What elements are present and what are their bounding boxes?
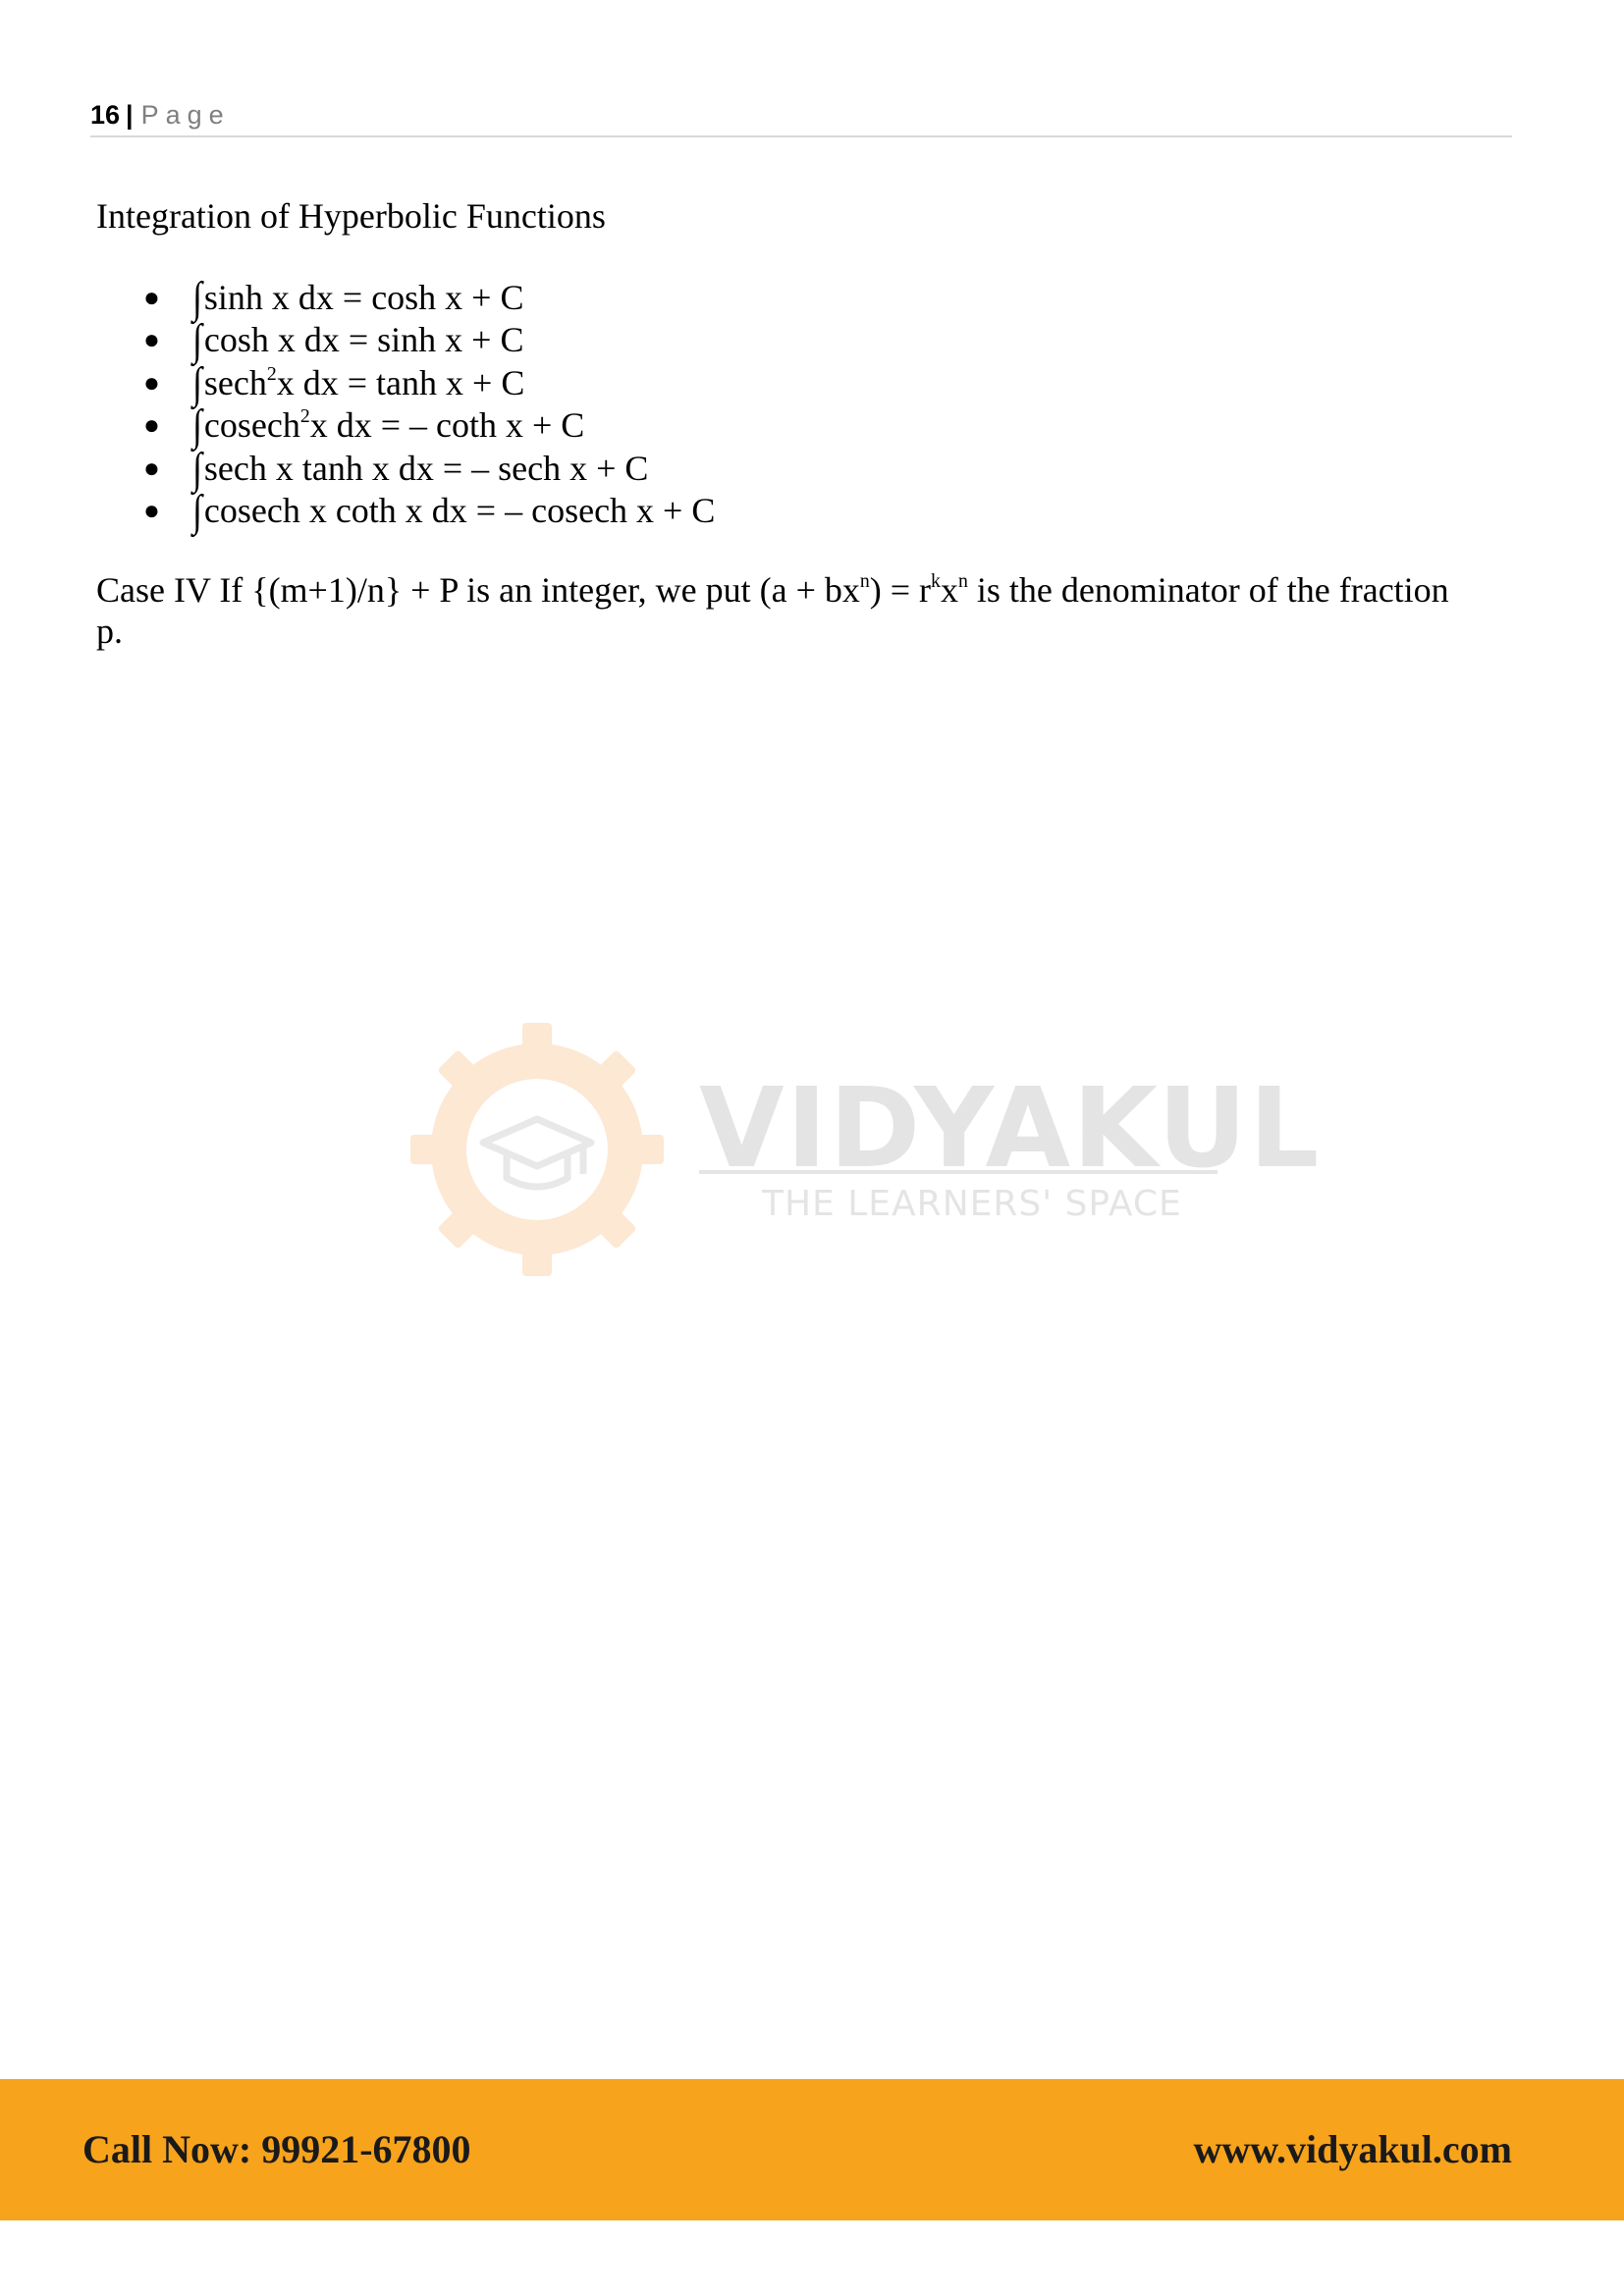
formula-item: ● ∫cosech x coth x dx = – cosech x + C	[143, 490, 715, 532]
bullet-icon: ●	[143, 410, 160, 442]
page-header	[90, 94, 1512, 137]
integral-sign: ∫	[192, 357, 202, 407]
integral-sign: ∫	[192, 272, 202, 322]
vidyakul-watermark	[405, 1017, 1322, 1282]
bullet-icon: ●	[143, 453, 160, 484]
gear-logo-icon	[405, 1017, 670, 1282]
bullet-icon: ●	[143, 283, 160, 313]
formula-item: ● ∫cosh x dx = sinh x + C	[143, 319, 715, 361]
bullet-icon: ●	[143, 367, 160, 399]
integral-sign: ∫	[192, 443, 202, 493]
formula-item: ● ∫sech$^2$x dx = tanh x + C	[143, 362, 715, 404]
page-number: 16	[90, 100, 121, 130]
integral-sign: ∫	[192, 485, 202, 535]
integral-sign: ∫	[192, 400, 202, 450]
watermark-brand: VIDYAKUL	[699, 1065, 1322, 1193]
case-iv-paragraph: Case IV If {(m+1)/n} + P is an integer, we put $(a + bx^n) = r^kx^n$ is the denominator of the fraction p.	[96, 570, 1449, 651]
page-label: Page	[140, 100, 231, 130]
integral-sign: ∫	[192, 315, 202, 365]
page-footer	[0, 2079, 1624, 2220]
formula-item: ● ∫sinh x dx = cosh x + C	[143, 277, 715, 319]
formula-item: ● ∫sech x tanh x dx = – sech x + C	[143, 448, 715, 490]
watermark-divider	[699, 1170, 1218, 1174]
header-separator: |	[126, 100, 134, 130]
footer-website: www.vidyakul.com	[1193, 2127, 1512, 2171]
watermark-tagline: THE LEARNERS' SPACE	[762, 1184, 1182, 1224]
section-heading: Integration of Hyperbolic Functions	[96, 196, 606, 236]
bullet-icon: ●	[143, 495, 160, 526]
formula-list	[143, 272, 716, 535]
footer-call: Call Now: 99921-67800	[82, 2127, 471, 2171]
bullet-icon: ●	[143, 325, 160, 356]
formula-item: ● ∫cosech$^2$x dx = – coth x + C	[143, 404, 715, 447]
